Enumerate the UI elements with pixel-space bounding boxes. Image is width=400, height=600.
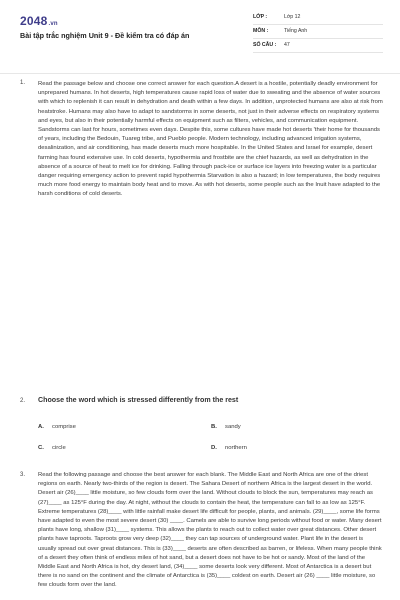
meta-label-class: LỚP : bbox=[253, 14, 268, 20]
meta-row-subject bbox=[253, 25, 383, 39]
question-number: 3. bbox=[20, 472, 26, 478]
answer-option-b[interactable] bbox=[211, 424, 241, 430]
answer-option-a[interactable] bbox=[38, 424, 76, 430]
page-title: Bài tập trắc nghiệm Unit 9 - Đề kiểm tra có đáp án bbox=[20, 31, 190, 40]
option-text: circle bbox=[52, 445, 66, 451]
option-letter: B. bbox=[211, 424, 217, 430]
option-letter: D. bbox=[211, 445, 217, 451]
option-text: sandy bbox=[225, 424, 241, 430]
meta-row-question-count bbox=[253, 39, 383, 53]
option-text: northern bbox=[225, 445, 247, 451]
option-letter: C. bbox=[38, 445, 44, 451]
meta-label-question-count: SỐ CÂU : bbox=[253, 42, 277, 48]
meta-row-class bbox=[253, 11, 383, 25]
site-logo[interactable] bbox=[20, 14, 58, 28]
question-number: 1. bbox=[20, 80, 26, 86]
meta-value-class: Lớp 12 bbox=[284, 14, 301, 20]
question-number: 2. bbox=[20, 398, 26, 404]
answer-option-c[interactable] bbox=[38, 445, 66, 451]
question-text: Choose the word which is stressed differently from the rest bbox=[38, 396, 239, 404]
page-header bbox=[0, 0, 400, 72]
header-divider bbox=[0, 73, 400, 74]
question-text: Read the following passage and choose the best answer for each blank. The Middle East and North Africa are one of the driest regions on earth. Nearly two-thirds of the region is desert. The Sahara Desert of northern Africa is the largest desert in the world. Desert air (26)____ little moisture, so few clouds form over the land. Without clouds to block the sun, temperatures may reach as (27)____ as 125°F during the day. At night, without the clouds to contain the heat, the temperature can fall to as low as 125°F. Extreme temperatures (28)____ with little rainfall make desert life difficult for people, plants, and animals. (29)____, some life forms have adapted to even the most severe desert (30) ____. Camels are able to survive long periods without food or water. Many desert plants have long, shallow (31)____ systems. This allows the plants to reach out to collect water over great distances. Other desert plants have taproots. Taproots grow very deep (32)____ they can tap sources of underground water. Plant life in the desert is usually spread out over great distances. This is (33)____ deserts are often described as barren, or lifeless. When many people think of a desert they often think of endless miles of hot sand, but a desert does not have to be hot or sandy. Most of the land of the Middle East and North Africa is hot, dry desert land, (34)____ some deserts look very different. Most of Antarctica is a desert but there is no sand on the continent and the climate of Antarctica is (35)____ coldest on earth. Desert air (26) ____ little moisture, so few clouds form over the land. bbox=[38, 472, 382, 589]
meta-info-panel bbox=[253, 11, 383, 53]
meta-value-subject: Tiếng Anh bbox=[284, 28, 308, 34]
logo-suffix-text: .vn bbox=[48, 21, 58, 27]
option-text: comprise bbox=[52, 424, 76, 430]
option-letter: A. bbox=[38, 424, 44, 430]
meta-value-question-count: 47 bbox=[284, 42, 290, 48]
answer-option-d[interactable] bbox=[211, 445, 247, 451]
logo-main-text: 2048 bbox=[20, 14, 48, 28]
meta-label-subject: MÔN : bbox=[253, 28, 269, 34]
question-text: Read the passage below and choose one correct answer for each question.A desert is a hostile, potentially deadly environment for unprepared humans. In hot deserts, high temperatures cause rapid loss of water due to sweating and the absence of water sources with which to replenish it can result in dehydration and death within a few days. In addition, unprotected humans are also at risk from heatstroke. Humans may also have to adapt to sandstorms in some deserts, not just in their adverse effects on respiratory systems and eyes, but also in their potentially harmful effects on equipment such as filters, vehicles, and communication equipment. Sandstorms can last for hours, sometimes even days. Despite this, some cultures have made hot deserts 'their home for thousands of years, including the Bedouin, Tuareg tribe, and Pueblo people. Modern technology, including advanced irrigation systems, desalinization, and air conditioning, has made deserts much more hospitable. In the United States and Israel for example, desert farming has found extensive use. In cold deserts, hypothermia and frostbite are the chief hazards, as well as dehydration in the absence of a source of heat to melt ice for drinking. Falling through pack-ice or surface ice layers into freezing water is a particular danger requiring emergency action to prevent rapid hypothermia Starvation is also a hazard; in low temperatures, the body requires much more food energy to maintain body heat and to move. As with hot deserts, some people such as the Inuit have adapted to the harsh conditions of cold deserts. bbox=[38, 81, 383, 198]
